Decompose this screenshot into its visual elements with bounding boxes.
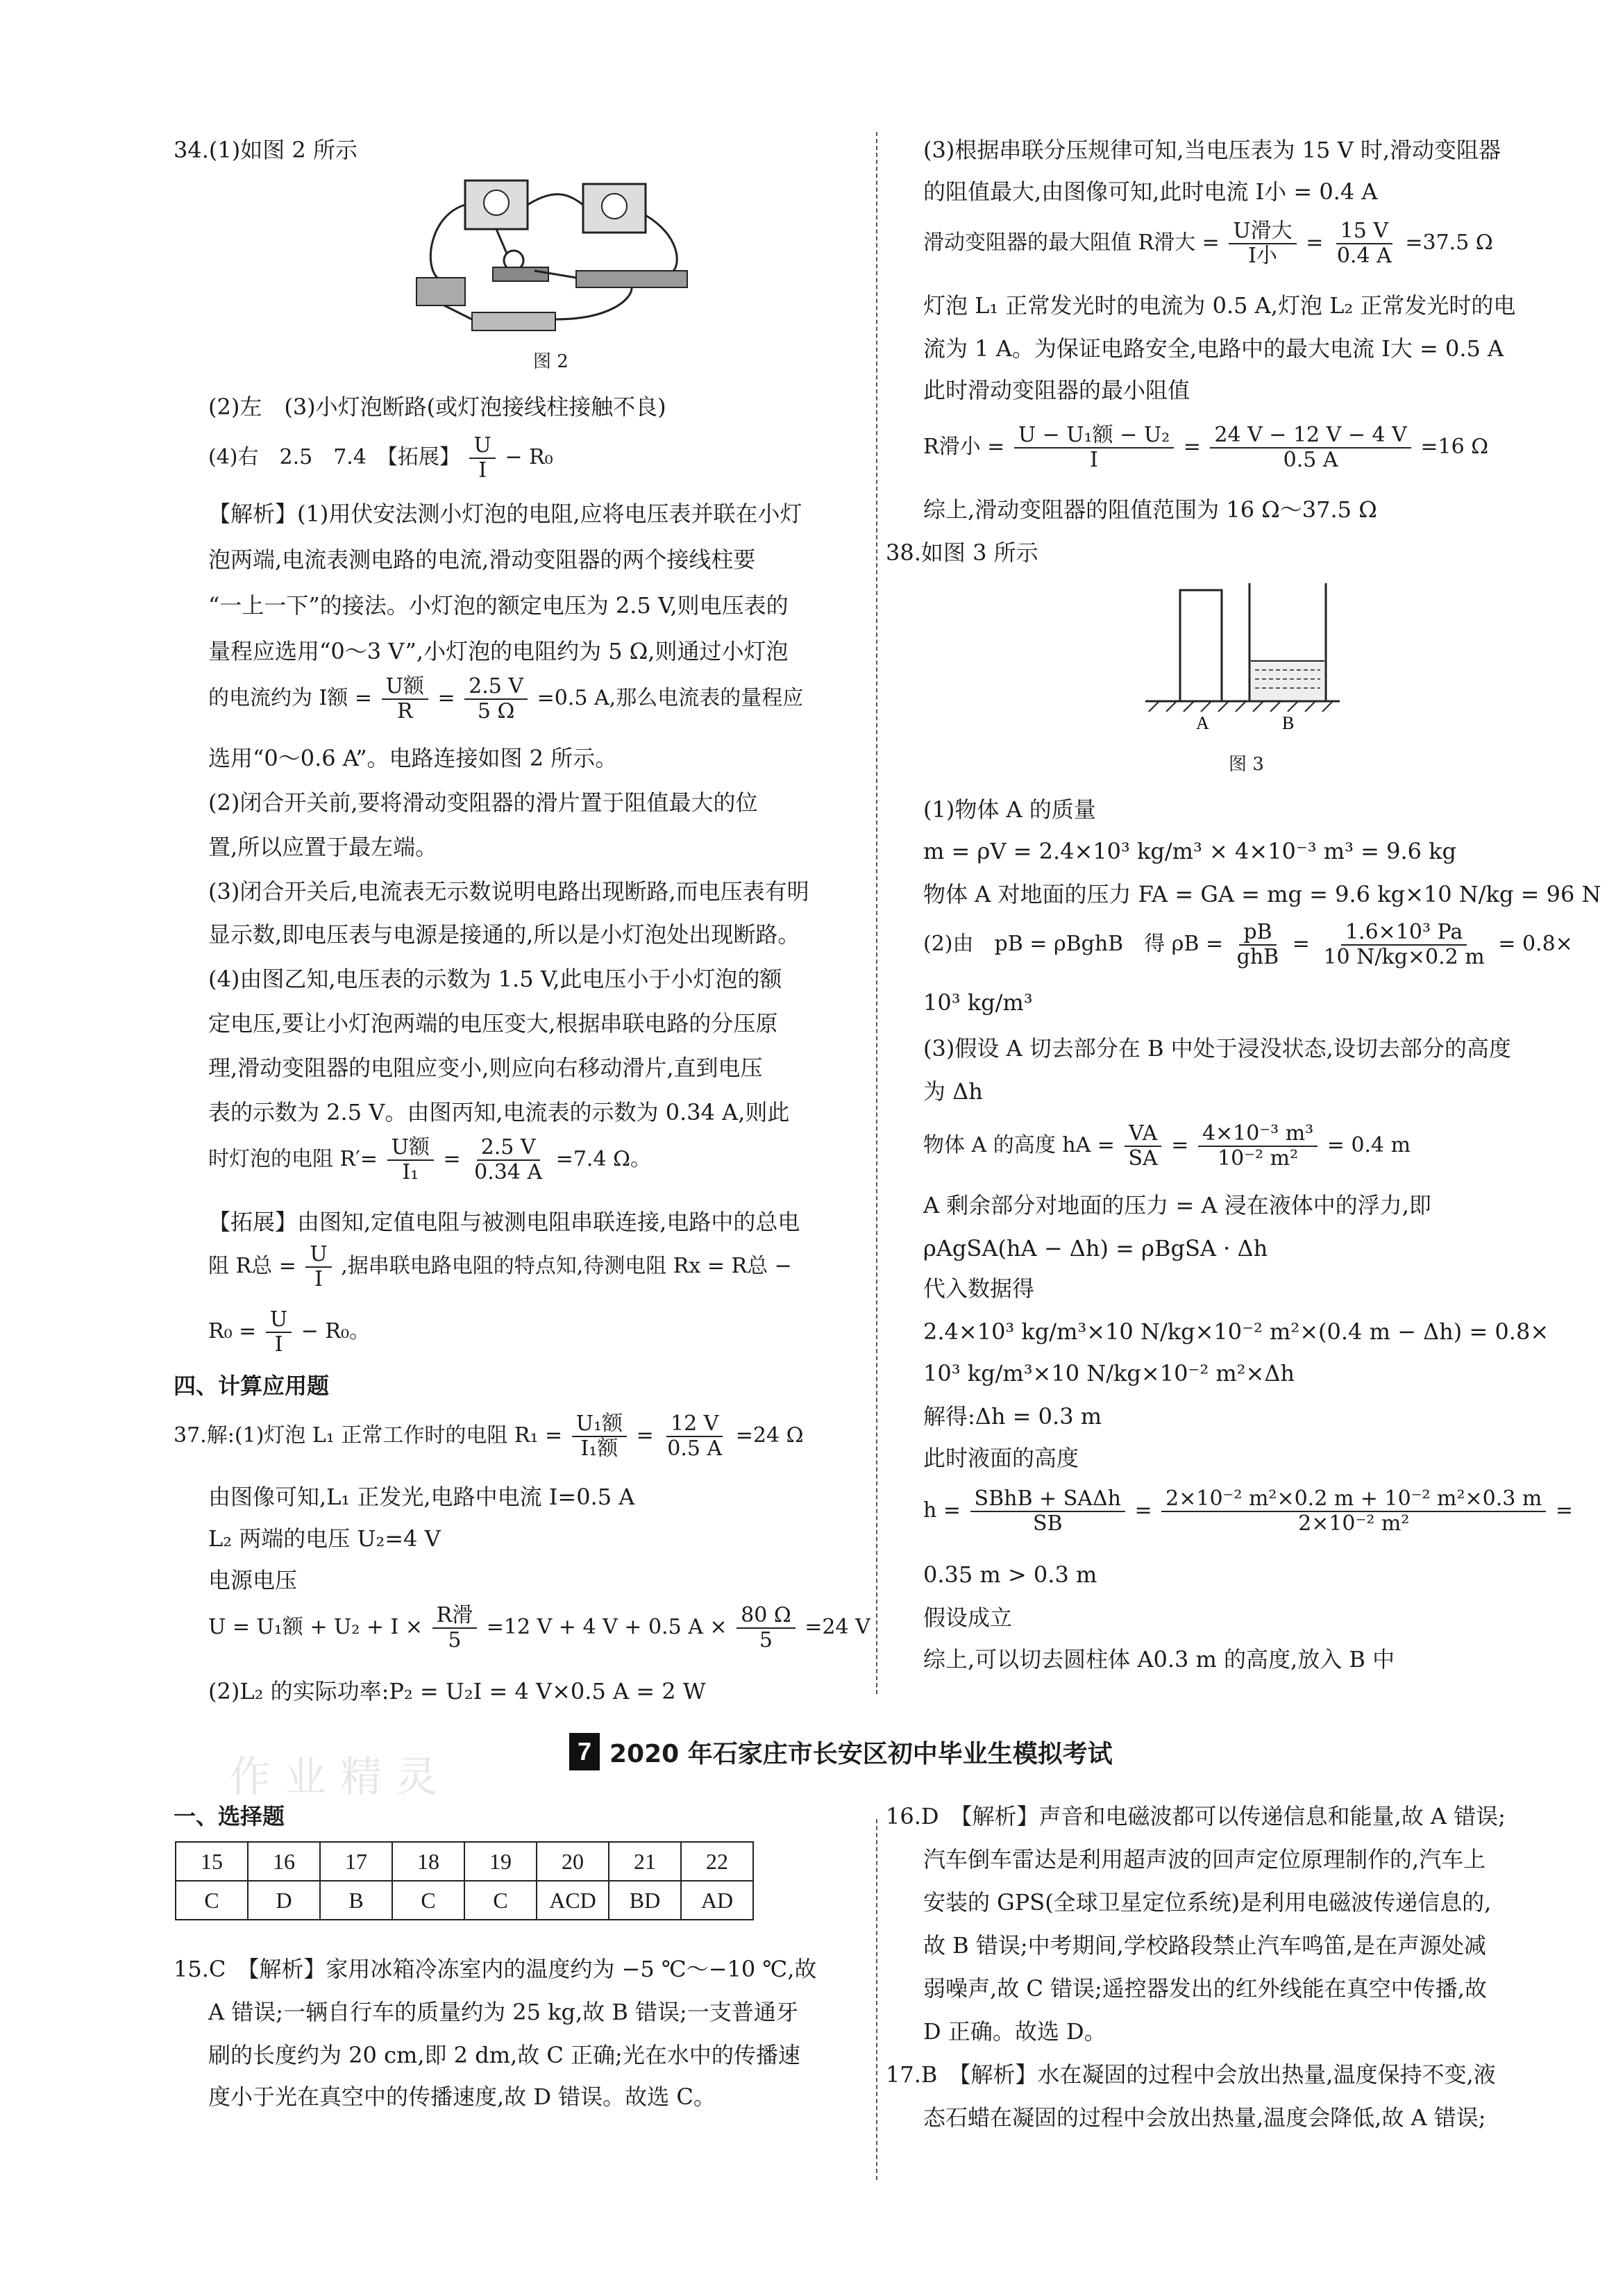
banner-title: 2020 年石家庄市长安区初中毕业生模拟考试 [609,1739,1113,1768]
r3-line-1: (3)根据串联分压规律可知,当电压表为 15 V 时,滑动变阻器 [923,137,1501,163]
r3-line-4: 灯泡 L₁ 正常发光时的电流为 0.5 A,灯泡 L₂ 正常发光时的电 [923,292,1516,319]
answer-cell: B [320,1881,392,1920]
analysis-p2-4: 显示数,即电压表与电源是接通的,所以是小灯泡处出现断路。 [208,921,800,948]
r-c12: 0.35 m > 0.3 m [923,1561,1097,1588]
banner-number: 7 [569,1733,600,1770]
r-b2: 10³ kg/m³ [923,989,1033,1016]
q16-line-4: 故 B 错误;中考期间,学校路段禁止汽车鸣笛,是在声源处减 [923,1932,1486,1959]
label-b: B [1282,713,1295,733]
column-divider-lower [876,1819,877,2180]
column-divider [876,132,877,1694]
analysis-p2-2: 置,所以应置于最左端。 [208,834,438,860]
q34-part4: (4)右 2.5 7.4 【拓展】 $\frac{U}{I}$ − R₀ [208,433,553,483]
extension-line-1: 【拓展】由图知,定值电阻与被测电阻串联连接,电路中的总电 [208,1209,800,1235]
r-c7: 2.4×10³ kg/m³×10 N/kg×10⁻² m²×(0.4 m − Δh) = 0.8× [923,1318,1549,1345]
extension-line-3: R₀ = $\frac{U}{I}$ − R₀。 [208,1307,370,1357]
r3-line-2: 的阻值最大,由图像可知,此时电流 I小 = 0.4 A [923,178,1378,205]
resistance-formula: 时灯泡的电阻 R′= U额 I₁ = $\frac{2.5 V}{0.34 A}$ =7.4 Ω。 [208,1135,651,1184]
answer-cell: BD [609,1881,681,1920]
q37-power: (2)L₂ 的实际功率:P₂ = U₂I = 4 V×0.5 A = 2 W [208,1678,706,1704]
r-c2: 为 Δh [923,1078,983,1105]
analysis-p2-5: (4)由图乙知,电压表的示数为 1.5 V,此电压小于小灯泡的额 [208,966,782,992]
question-number: 22 [681,1842,753,1881]
answer-table [175,1841,754,1920]
r3-line-5: 流为 1 A。为保证电路安全,电路中的最大电流 I大 = 0.5 A [923,335,1504,362]
analysis-line-1: 【解析】(1)用伏安法测小灯泡的电阻,应将电压表并联在小灯 [208,501,802,527]
switch-icon [416,278,465,305]
q17-line-1: 17.B 【解析】水在凝固的过程中会放出热量,温度保持不变,液 [886,2061,1496,2088]
watermark: 作业精灵 [229,1753,451,1802]
answer-cell: C [176,1881,248,1920]
analysis-p2-1: (2)闭合开关前,要将滑动变阻器的滑片置于阻值最大的位 [208,789,758,816]
r-c13: 假设成立 [923,1604,1013,1631]
q16-line-3: 安装的 GPS(全球卫星定位系统)是利用电磁波传递信息的, [923,1889,1492,1916]
r-a1: (1)物体 A 的质量 [923,796,1096,823]
r3-range: 综上,滑动变阻器的阻值范围为 16 Ω～37.5 Ω [923,496,1377,523]
q37-line-3: L₂ 两端的电压 U₂=4 V [208,1525,441,1552]
answer-cell: C [464,1881,537,1920]
q38-heading: 38.如图 3 所示 [886,539,1038,566]
circuit-figure-2 [403,174,694,340]
q16-line-1: 16.D 【解析】声音和电磁波都可以传递信息和能量,故 A 错误; [886,1803,1506,1829]
question-number: 19 [464,1842,537,1881]
r-a2: m = ρV = 2.4×10³ kg/m³ × 4×10⁻³ m³ = 9.6 kg [923,838,1457,864]
analysis-p2-3: (3)闭合开关后,电流表无示数说明电路出现断路,而电压表有明 [208,878,809,905]
answer-table-question-row [176,1842,753,1881]
current-formula: 的电流约为 I额 = U额 R = $\frac{2.5 V}{5 \Omega}$ =0.5 A,那么电流表的量程应 [208,674,804,723]
q16-line-2: 汽车倒车雷达是利用超声波的回声定位原理制作的,汽车上 [923,1846,1486,1872]
q37-line-4: 电源电压 [208,1567,298,1593]
r-c9: 解得:Δh = 0.3 m [923,1403,1102,1430]
q37-resistance: 37.解:(1)灯泡 L₁ 正常工作时的电阻 R₁ = U₁额 I₁额 = $\frac{12 V}{0.5 A}$ =24 Ω [174,1411,804,1461]
question-number: 21 [609,1842,681,1881]
answer-cell: D [248,1881,320,1920]
analysis-line-4: 量程应选用“0～3 V”,小灯泡的电阻约为 5 Ω,则通过小灯泡 [208,638,789,664]
analysis-p2-6: 定电压,要让小灯泡两端的电压变大,根据串联电路的分压原 [208,1010,778,1037]
analysis-line-3: “一上一下”的接法。小灯泡的额定电压为 2.5 V,则电压表的 [208,592,789,619]
section-4-heading: 四、计算应用题 [174,1373,330,1399]
extension-line-2: 阻 R总 = $\frac{U}{I}$ ,据串联电路电阻的特点知,待测电阻 Rx = R总 − [208,1242,792,1291]
question-number: 20 [537,1842,609,1881]
question-number: 18 [392,1842,464,1881]
question-number: 17 [320,1842,392,1881]
q16-line-5: 弱噪声,故 C 错误;遥控器发出的红外线能在真空中传播,故 [923,1975,1487,2002]
answer-cell: ACD [537,1881,609,1920]
r-liquid-height: h = SBhB + SAΔh SB = $\frac{\text{2×10⁻² m²×0.2 m + 10⁻² m²×0.3 m}}{\text{2×10⁻² m²}}$ = [923,1486,1574,1536]
q15-line-2: A 错误;一辆自行车的质量约为 25 kg,故 B 错误;一支普通牙 [208,1999,798,2025]
q15-line-1: 15.C 【解析】家用冰箱冷冻室内的温度约为 −5 ℃～−10 ℃,故 [174,1956,817,1982]
figure-3-containers [1138,576,1347,736]
r-density-formula: (2)由 pB = ρBghB 得 ρB = pB ghB = $\frac{\text{1.6×10³ Pa}}{10 N/kg\times 0.2 m}$ = 0.8× [923,920,1573,969]
r3-min-resistance: R滑小 = U − U₁额 − U₂ I = $\frac{24 V - 12 V - 4 V}{0.5 A}$ =16 Ω [923,423,1489,472]
r-c5: ρAgSA(hA − Δh) = ρBgSA · Δh [923,1235,1268,1262]
q17-line-2: 态石蜡在凝固的过程中会放出热量,温度会降低,故 A 错误; [923,2104,1486,2131]
analysis-line-2: 泡两端,电流表测电路的电流,滑动变阻器的两个接线柱要 [208,546,756,573]
rheostat-icon [576,271,687,287]
q15-line-4: 度小于光在真空中的传播速度,故 D 错误。故选 C。 [208,2084,716,2110]
question-number: 15 [176,1842,248,1881]
r-height-a: 物体 A 的高度 hA = $\frac{VA}{SA}$ = $\frac{\text{4×10⁻³ m³}}{\text{10⁻² m²}}$ = 0.4 m [923,1121,1411,1171]
q15-line-3: 刷的长度约为 20 cm,即 2 dm,故 C 正确;光在水中的传播速 [208,2042,800,2068]
battery-icon [472,312,555,330]
cylinder-a [1180,590,1222,701]
analysis-p2-7: 理,滑动变阻器的电阻应变小,则应向右移动滑片,直到电压 [208,1055,763,1081]
r3-max-resistance: 滑动变阻器的最大阻值 R滑大 = U滑大 I小 = $\frac{15 V}{0.4 A}$ =37.5 Ω [923,219,1493,268]
select-range: 选用“0～0.6 A”。电路连接如图 2 所示。 [208,745,618,771]
q37-voltage-formula: U = U₁额 + U₂ + I × R滑 5 =12 V + 4 V + 0.5 A × $\frac{80 \Omega}{5}$ =24 V [208,1603,870,1652]
r-c10: 此时液面的高度 [923,1445,1079,1471]
r-c4: A 剩余部分对地面的压力 = A 浸在液体中的浮力,即 [923,1192,1431,1218]
answer-table-answer-row [176,1881,753,1920]
r-c14: 综上,可以切去圆柱体 A0.3 m 的高度,放入 B 中 [923,1646,1395,1673]
r3-line-6: 此时滑动变阻器的最小阻值 [923,377,1190,403]
section-banner [569,1733,1113,1770]
q34-part2: (2)左 (3)小灯泡断路(或灯泡接线柱接触不良) [208,394,666,420]
r-c6: 代入数据得 [923,1275,1035,1302]
r-a3: 物体 A 对地面的压力 FA = GA = mg = 9.6 kg×10 N/kg = 96 N [923,881,1601,907]
r-c1: (3)假设 A 切去部分在 B 中处于浸没状态,设切去部分的高度 [923,1035,1511,1062]
q37-line-2: 由图像可知,L₁ 正发光,电路中电流 I=0.5 A [208,1484,635,1510]
analysis-p2-8: 表的示数为 2.5 V。由图丙知,电流表的示数为 0.34 A,则此 [208,1099,790,1125]
r-c8: 10³ kg/m³×10 N/kg×10⁻² m²×Δh [923,1360,1295,1386]
figure-3-caption: 图 3 [1229,754,1264,775]
section-1-heading: 一、选择题 [174,1803,285,1829]
label-a: A [1196,713,1209,733]
figure-2-caption: 图 2 [533,351,569,372]
answer-cell: AD [681,1881,753,1920]
answer-cell: C [392,1881,464,1920]
q34-part1: 34.(1)如图 2 所示 [174,137,357,163]
question-number: 16 [248,1842,320,1881]
q16-line-6: D 正确。故选 D。 [923,2018,1106,2045]
